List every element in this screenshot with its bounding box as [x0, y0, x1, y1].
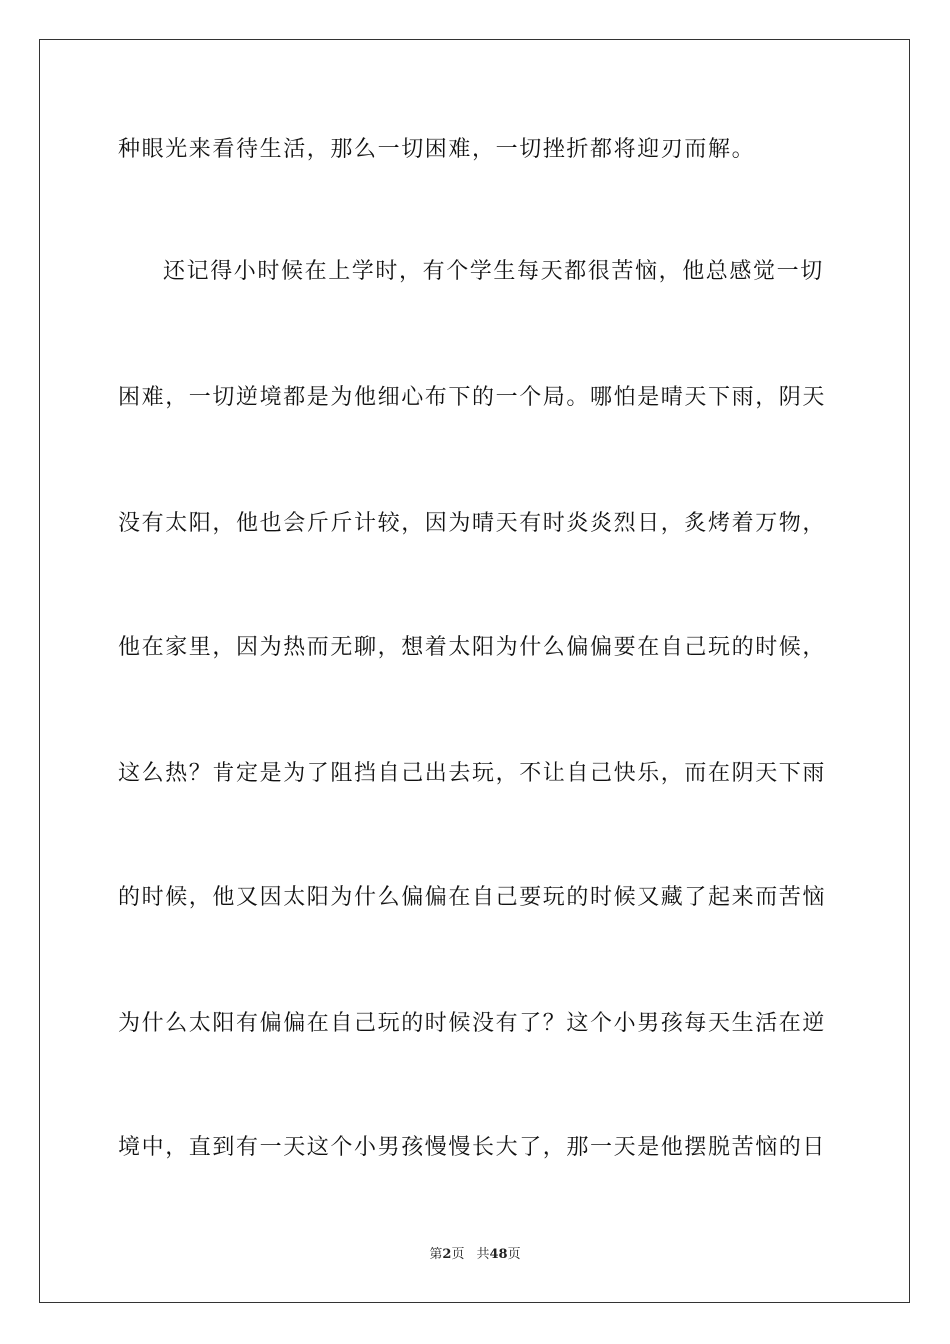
body-line-8: 为什么太阳有偏偏在自己玩的时候没有了？这个小男孩每天生活在逆 — [118, 1011, 827, 1036]
page-footer — [0, 1246, 950, 1264]
total-prefix: 共 — [476, 1247, 490, 1262]
body-line-5: 他在家里，因为热而无聊，想着太阳为什么偏偏要在自己玩的时候， — [118, 635, 827, 660]
body-line-9: 境中，直到有一天这个小男孩慢慢长大了，那一天是他摆脱苦恼的日 — [118, 1135, 827, 1160]
body-line-2: 还记得小时候在上学时，有个学生每天都很苦恼，他总感觉一切 — [163, 259, 824, 284]
total-suffix: 页 — [507, 1247, 521, 1262]
total-pages: 48 — [489, 1247, 508, 1262]
body-line-7: 的时候，他又因太阳为什么偏偏在自己要玩的时候又藏了起来而苦恼 — [118, 885, 827, 910]
page-frame — [39, 39, 910, 1303]
page-suffix: 页 — [451, 1247, 465, 1262]
body-line-1: 种眼光来看待生活，那么一切困难，一切挫折都将迎刃而解。 — [118, 137, 756, 162]
page-number: 2 — [442, 1247, 452, 1262]
body-line-4: 没有太阳，他也会斤斤计较，因为晴天有时炎炎烈日，炙烤着万物， — [118, 511, 827, 536]
body-line-6: 这么热？肯定是为了阻挡自己出去玩，不让自己快乐，而在阴天下雨 — [118, 761, 827, 786]
body-line-3: 困难，一切逆境都是为他细心布下的一个局。哪怕是晴天下雨，阴天 — [118, 385, 827, 410]
page-prefix: 第 — [429, 1247, 443, 1262]
